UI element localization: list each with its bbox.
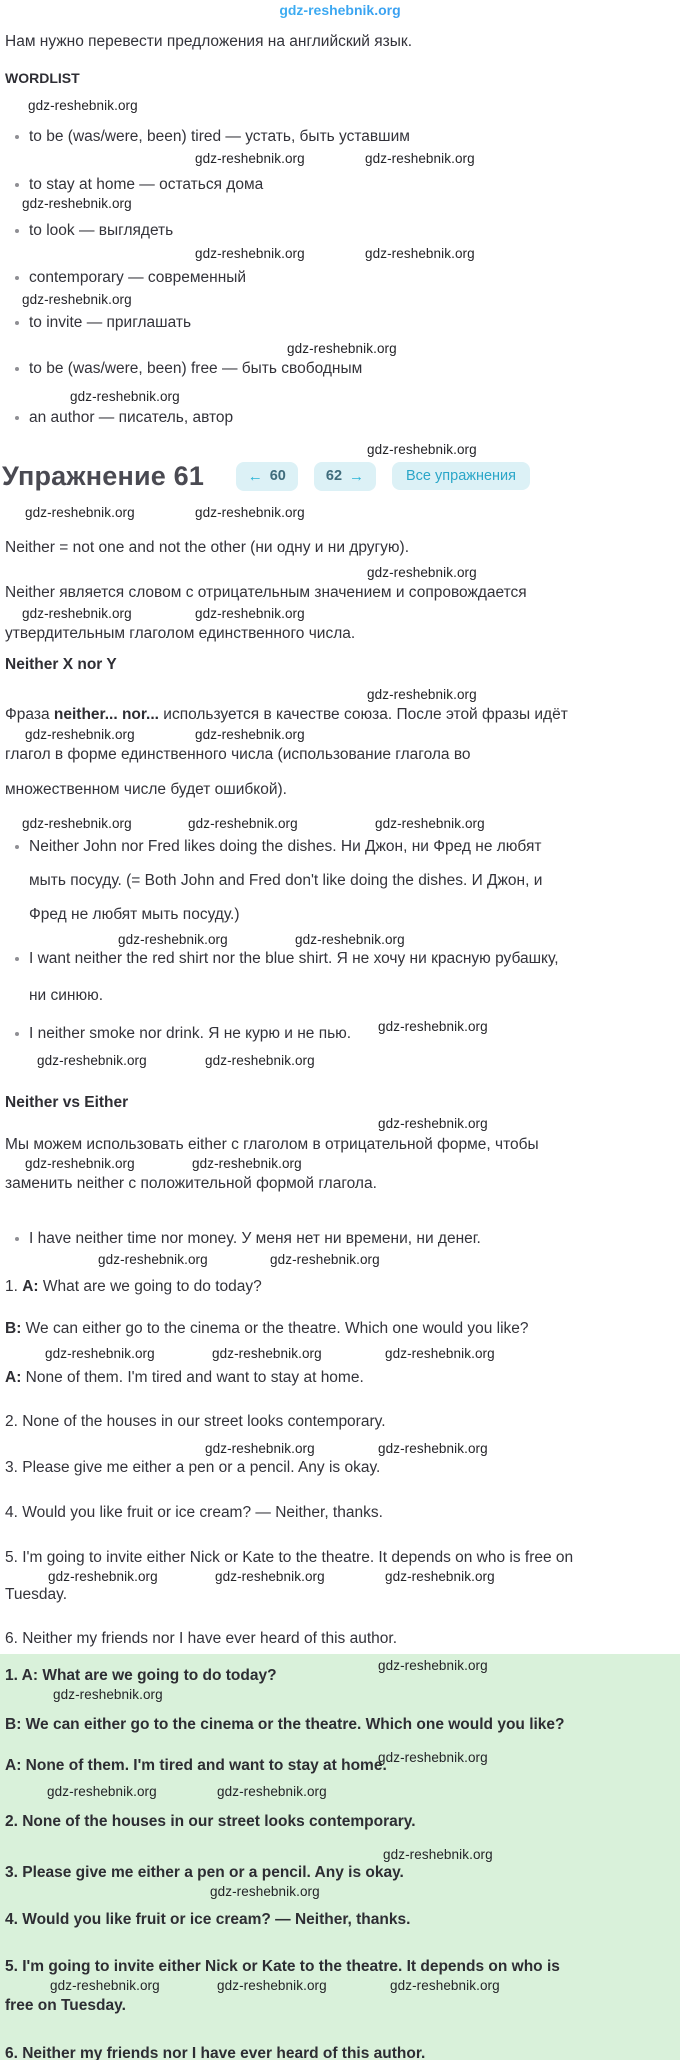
watermark: gdz-reshebnik.org: [375, 816, 485, 831]
wordlist-item-text: to be (was/were, been) tired — устать, быть уставшим: [29, 128, 410, 145]
wordlist-item: [0, 359, 680, 379]
bullet-icon: [15, 367, 19, 371]
watermark-row: [5, 1686, 672, 1703]
wordlist-item-text: contemporary — современный: [29, 269, 247, 286]
theory-text: Фраза: [5, 706, 54, 723]
page: [0, 2, 680, 2060]
example-text: I neither smoke nor drink. Я не курю и не пью.: [29, 1025, 352, 1042]
watermark: gdz-reshebnik.org: [367, 442, 477, 457]
theory-paragraph: Neither = not one and not the other (ни одну и ни другую).: [5, 539, 410, 556]
wordlist-item: [0, 221, 680, 241]
watermark: gdz-reshebnik.org: [195, 246, 305, 261]
wordlist-item-text: to be (was/were, been) free — быть свободным: [29, 360, 363, 377]
task-line: 4. Would you like fruit or ice cream? — Neither, thanks.: [5, 1504, 383, 1521]
answer-line: 4. Would you like fruit or ice cream? — Neither, thanks.: [5, 1911, 411, 1928]
watermark: gdz-reshebnik.org: [378, 1441, 488, 1456]
example-line: I want neither the red shirt nor the blue shirt. Я не хочу ни красную рубашку,: [29, 950, 559, 967]
watermark-row: [0, 564, 680, 581]
example-text: I have neither time nor money. У меня нет ни времени, ни денег.: [29, 1230, 481, 1247]
speaker-label: B:: [5, 1320, 22, 1337]
task-line: 2. None of the houses in our street looks contemporary.: [5, 1413, 386, 1430]
watermark-row: [5, 1783, 672, 1800]
theory-paragraph: утвердительным глаголом единственного числа.: [5, 625, 356, 642]
watermark-row: [0, 97, 680, 114]
next-exercise-button[interactable]: [314, 462, 376, 491]
watermark-row: [0, 441, 680, 458]
watermark: gdz-reshebnik.org: [378, 1116, 488, 1131]
task-text: What are we going to do today?: [38, 1278, 262, 1295]
bullet-icon: [15, 845, 19, 849]
watermark-row: [0, 150, 680, 167]
watermark: gdz-reshebnik.org: [37, 1053, 147, 1068]
example-item: [0, 1229, 680, 1249]
wordlist-item-text: to stay at home — остаться дома: [29, 176, 264, 193]
watermark-row: [0, 1155, 680, 1172]
watermark-row: [0, 1251, 680, 1268]
example-line: Фред не любят мыть посуду.): [29, 906, 240, 923]
watermark: gdz-reshebnik.org: [270, 1252, 380, 1267]
wordlist-item: [0, 408, 680, 428]
watermark: gdz-reshebnik.org: [195, 727, 305, 742]
speaker-label: B:: [5, 1716, 22, 1733]
watermark: gdz-reshebnik.org: [385, 1569, 495, 1584]
wordlist-title: WORDLIST: [5, 70, 80, 86]
prev-exercise-button[interactable]: [236, 462, 298, 491]
answer-line: [5, 1658, 672, 1686]
bullet-icon: [15, 957, 19, 961]
theory-bold-phrase: neither... nor...: [53, 706, 159, 723]
watermark: gdz-reshebnik.org: [195, 606, 305, 621]
speaker-label: A:: [22, 1278, 39, 1295]
theory-paragraph: заменить neither с положительной формой глагола.: [5, 1175, 377, 1192]
bullet-icon: [15, 229, 19, 233]
answer-line: 6. Neither my friends nor I have ever heard of this author.: [5, 2045, 426, 2060]
task-text: None of them. I'm tired and want to stay at home.: [21, 1369, 364, 1386]
watermark-row: [0, 1440, 680, 1457]
watermark: gdz-reshebnik.org: [45, 1346, 155, 1361]
watermark-row: [0, 605, 680, 622]
watermark: gdz-reshebnik.org: [53, 1687, 163, 1702]
watermark: gdz-reshebnik.org: [205, 1053, 315, 1068]
bullet-icon: [15, 1237, 19, 1241]
watermark: gdz-reshebnik.org: [217, 1978, 327, 1993]
watermark-row: [0, 815, 680, 832]
theory-text: используется в качестве союза. После этой фразы идёт: [158, 706, 568, 723]
answer-number: 1.: [5, 1667, 22, 1684]
watermark-row: [0, 1345, 680, 1362]
lead-paragraph: Нам нужно перевести предложения на английский язык.: [5, 33, 412, 50]
watermark: gdz-reshebnik.org: [385, 1346, 495, 1361]
task-line: [0, 1319, 680, 1339]
example-item: [0, 837, 680, 925]
watermark-row: [0, 245, 680, 262]
next-exercise-number: 62: [325, 468, 343, 484]
top-watermark: gdz-reshebnik.org: [0, 2, 680, 19]
wordlist-item-text: to look — выглядеть: [29, 222, 174, 239]
watermark: gdz-reshebnik.org: [365, 151, 475, 166]
bullet-icon: [15, 321, 19, 325]
section-heading-neither-x-nor-y: Neither X nor Y: [5, 656, 117, 673]
watermark: gdz-reshebnik.org: [22, 816, 132, 831]
watermark-row: [0, 340, 680, 357]
watermark-row: [0, 726, 680, 743]
watermark: gdz-reshebnik.org: [188, 816, 298, 831]
watermark: gdz-reshebnik.org: [192, 1156, 302, 1171]
answer-line: [5, 1750, 672, 1776]
watermark: gdz-reshebnik.org: [383, 1847, 493, 1862]
answer-line: [5, 1715, 672, 1735]
watermark: gdz-reshebnik.org: [22, 196, 132, 211]
watermark: gdz-reshebnik.org: [217, 1784, 327, 1799]
watermark: gdz-reshebnik.org: [212, 1346, 322, 1361]
watermark-row: [0, 291, 680, 308]
watermark: gdz-reshebnik.org: [367, 687, 477, 702]
watermark: gdz-reshebnik.org: [48, 1569, 158, 1584]
watermark: gdz-reshebnik.org: [28, 98, 138, 113]
watermark: gdz-reshebnik.org: [367, 565, 477, 580]
bullet-icon: [15, 135, 19, 139]
watermark: gdz-reshebnik.org: [215, 1569, 325, 1584]
example-text: [29, 949, 559, 1006]
watermark: gdz-reshebnik.org: [47, 1784, 157, 1799]
watermark: gdz-reshebnik.org: [25, 1156, 135, 1171]
example-text: [29, 837, 542, 925]
theory-paragraph: множественном числе будет ошибкой).: [5, 781, 287, 798]
exercise-nav: [236, 462, 530, 491]
task-line: [0, 1368, 680, 1388]
watermark: gdz-reshebnik.org: [118, 932, 228, 947]
answer-line: 2. None of the houses in our street looks contemporary.: [5, 1813, 416, 1830]
bullet-icon: [15, 1032, 19, 1036]
watermark: gdz-reshebnik.org: [378, 1750, 488, 1765]
answers-block: [0, 1654, 680, 2060]
exercise-title: Упражнение 61: [2, 460, 205, 491]
watermark: gdz-reshebnik.org: [295, 932, 405, 947]
prev-exercise-number: 60: [269, 468, 286, 484]
bullet-icon: [15, 183, 19, 187]
exercise-header: [0, 458, 680, 494]
watermark-row: [0, 686, 680, 703]
watermark-row: [0, 388, 680, 405]
watermark: gdz-reshebnik.org: [25, 727, 135, 742]
watermark: gdz-reshebnik.org: [365, 246, 475, 261]
wordlist-item: [0, 127, 680, 147]
example-line: мыть посуду. (= Both John and Fred don't like doing the dishes. И Джон, и: [29, 872, 543, 889]
watermark-row: [5, 1977, 672, 1994]
watermark-row: [0, 931, 680, 948]
watermark: gdz-reshebnik.org: [98, 1252, 208, 1267]
wordlist-item: [0, 175, 680, 195]
wordlist-item-text: an author — писатель, автор: [29, 409, 234, 426]
task-line: Tuesday.: [5, 1586, 68, 1603]
watermark: gdz-reshebnik.org: [70, 389, 180, 404]
speaker-label: A:: [5, 1369, 22, 1386]
watermark: gdz-reshebnik.org: [22, 606, 132, 621]
task-number: 1.: [5, 1278, 23, 1295]
answer-line: 5. I'm going to invite either Nick or Kate to the theatre. It depends on who is: [5, 1958, 560, 1975]
all-exercises-button[interactable]: Все упражнения: [392, 462, 530, 490]
task-text: We can either go to the cinema or the theatre. Which one would you like?: [21, 1320, 529, 1337]
right-arrow-icon: →: [349, 467, 365, 485]
watermark: gdz-reshebnik.org: [378, 1658, 488, 1673]
speaker-label: A:: [5, 1757, 22, 1774]
theory-paragraph: Neither является словом с отрицательным значением и сопровождается: [5, 584, 527, 601]
example-line: ни синюю.: [29, 987, 104, 1004]
watermark-row: [0, 504, 680, 521]
answer-line: free on Tuesday.: [5, 1997, 126, 2014]
watermark: gdz-reshebnik.org: [378, 1019, 488, 1034]
watermark: gdz-reshebnik.org: [195, 151, 305, 166]
watermark: gdz-reshebnik.org: [390, 1978, 500, 1993]
watermark-row: [0, 1568, 680, 1585]
left-arrow-icon: ←: [247, 467, 263, 485]
wordlist-item: [0, 313, 680, 333]
watermark-row: [5, 1883, 672, 1900]
bullet-icon: [15, 276, 19, 280]
task-line: 3. Please give me either a pen or a pencil. Any is okay.: [5, 1459, 381, 1476]
theory-paragraph: Мы можем использовать either с глаголом в отрицательной форме, чтобы: [5, 1136, 539, 1153]
answer-text: We can either go to the cinema or the theatre. Which one would you like?: [21, 1716, 565, 1733]
speaker-label: A:: [21, 1667, 39, 1684]
section-heading-neither-vs-either: Neither vs Either: [5, 1094, 129, 1111]
theory-paragraph: глагол в форме единственного числа (использование глагола во: [5, 746, 471, 763]
watermark: gdz-reshebnik.org: [210, 1884, 320, 1899]
wordlist-item: [0, 268, 680, 288]
answer-line: 3. Please give me either a pen or a pencil. Any is okay.: [5, 1864, 404, 1881]
task-line: [0, 1277, 680, 1297]
answer-text: What are we going to do today?: [38, 1667, 277, 1684]
watermark-row: [0, 1115, 680, 1132]
theory-paragraph: [0, 705, 680, 725]
watermark-row: [0, 1052, 680, 1069]
bullet-icon: [15, 416, 19, 420]
watermark: gdz-reshebnik.org: [205, 1441, 315, 1456]
watermark: gdz-reshebnik.org: [195, 505, 305, 520]
task-line: 6. Neither my friends nor I have ever heard of this author.: [5, 1630, 398, 1647]
watermark: gdz-reshebnik.org: [50, 1978, 160, 1993]
answer-text: None of them. I'm tired and want to stay at home.: [21, 1757, 387, 1774]
example-line: Neither John nor Fred likes doing the dishes. Ни Джон, ни Фред не любят: [29, 838, 542, 855]
wordlist-item-text: to invite — приглашать: [29, 314, 192, 331]
watermark: gdz-reshebnik.org: [22, 292, 132, 307]
watermark-row: [5, 1846, 672, 1863]
example-item: [0, 1019, 680, 1044]
watermark: gdz-reshebnik.org: [287, 341, 397, 356]
example-item: [0, 949, 680, 1006]
watermark: gdz-reshebnik.org: [25, 505, 135, 520]
task-line: 5. I'm going to invite either Nick or Kate to the theatre. It depends on who is free on: [5, 1549, 574, 1566]
watermark-row: [0, 195, 680, 212]
